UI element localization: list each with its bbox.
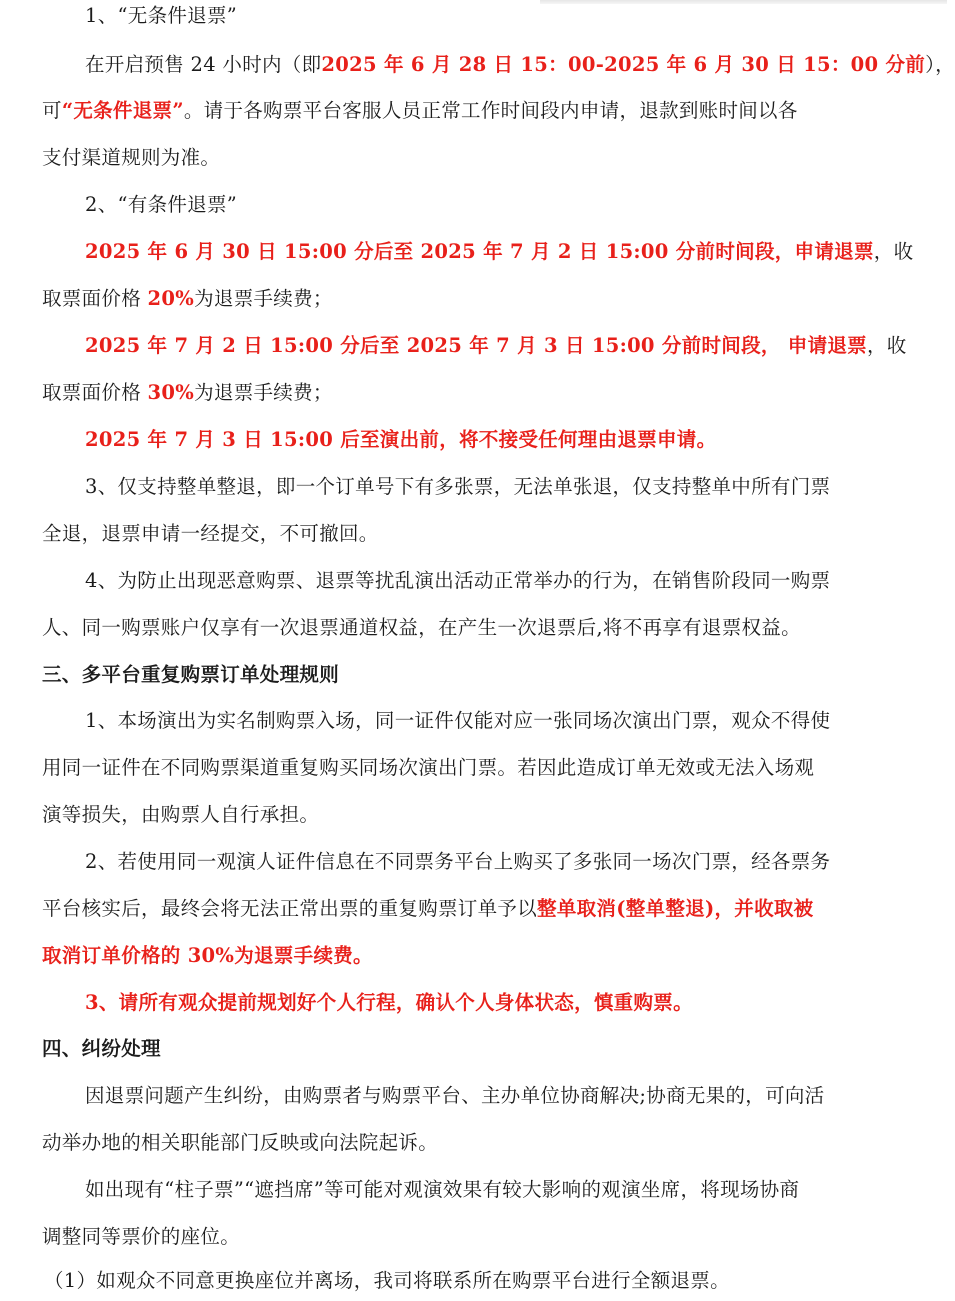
item3-line2: 全退，退票申请一经提交，不可撤回。 (42, 522, 379, 545)
item2-title: 2、“有条件退票” (85, 193, 238, 216)
item2-p2-fee: 30% (147, 381, 195, 404)
section4-p1-line2: 动举办地的相关职能部门反映或向法院起诉。 (42, 1131, 439, 1154)
item3-line1: 3、仅支持整单整退，即一个订单号下有多张票，无法单张退，仅支持整单中所有门票 (85, 475, 831, 498)
section3-heading: 三、多平台重复购票订单处理规则 (42, 663, 340, 686)
item2-p1-period: 2025 年 6 月 30 日 15:00 分后至 2025 年 7 月 2 日 15:00 分前时间段，申请退票 (85, 240, 874, 263)
item4-line1: 4、为防止出现恶意购票、退票等扰乱演出活动正常举办的行为，在销售阶段同一购票 (85, 569, 831, 592)
item1-line2 (0, 97, 947, 125)
section3-p1-line2: 用同一证件在不同购票渠道重复购买同场次演出门票。若因此造成订单无效或无法入场观 (42, 756, 815, 779)
item2-p2-period: 2025 年 7 月 2 日 15:00 分后至 2025 年 7 月 3 日 15:00 分前时间段， 申请退票 (85, 334, 867, 357)
section3-p2-line2-text: 平台核实后，最终会将无法正常出票的重复购票订单予以 (42, 897, 538, 920)
section3-p1-line3: 演等损失，由购票人自行承担。 (42, 803, 320, 826)
item2-p1-tail: ，收 (873, 240, 914, 263)
section3-p1-line1: 1、本场演出为实名制购票入场，同一证件仅能对应一张同场次演出门票，观众不得使 (85, 709, 831, 732)
item1-title: 1、“无条件退票” (85, 4, 238, 27)
item4-line2: 人、同一购票账户仅享有一次退票通道权益，在产生一次退票后,将不再享有退票权益。 (42, 616, 801, 639)
section4-heading: 四、纠纷处理 (42, 1037, 161, 1060)
item1-line1 (0, 51, 955, 79)
item2-p3: 2025 年 7 月 3 日 15:00 后至演出前，将不接受任何理由退票申请。 (85, 428, 717, 451)
section3-p3: 3、请所有观众提前规划好个人行程，确认个人身体状态，慎重购票。 (85, 991, 693, 1014)
item1-prefix: 在开启预售 24 小时内（即 (85, 53, 322, 76)
item1-can: 可 (42, 99, 62, 122)
item2-p2-line1 (0, 332, 947, 360)
item2-p1-line1 (0, 238, 947, 266)
section4-p1-line1: 因退票问题产生纠纷，由购票者与购票平台、主办单位协商解决;协商无果的，可向活 (85, 1084, 825, 1107)
item2-p1-line2 (0, 285, 947, 313)
section3-p2-line1: 2、若使用同一观演人证件信息在不同票务平台上购买了多张同一场次门票，经各票务 (85, 850, 831, 873)
section3-p2-line3: 取消订单价格的 30%为退票手续费。 (42, 944, 373, 967)
item2-p2-fee-desc: 为退票手续费； (194, 381, 333, 404)
item1-rest: 。请于各购票平台客服人员正常工作时间段内申请，退款到账时间以各 (183, 99, 798, 122)
item1-suffix: ）， (925, 53, 955, 76)
item2-p1-fee: 20% (147, 287, 195, 310)
section4-p2-line2: 调整同等票价的座位。 (42, 1225, 241, 1248)
section4-p3-line1: （1）如观众不同意更换座位并离场，我司将联系所在购票平台进行全额退票。 (44, 1269, 730, 1292)
item2-p2-line2 (0, 379, 947, 407)
item1-period: 2025 年 6 月 28 日 15：00-2025 年 6 月 30 日 15：00 分前 (321, 53, 926, 76)
item2-p2-fee-label: 取票面价格 (42, 381, 142, 404)
section4-p2-line1: 如出现有“柱子票”“遮挡席”等可能对观演效果有较大影响的观演坐席，将现场协商 (85, 1178, 800, 1201)
item1-unconditional: “无条件退票” (61, 99, 184, 122)
item2-p1-fee-desc: 为退票手续费； (194, 287, 333, 310)
section3-p2-line2 (0, 895, 947, 923)
item2-p1-fee-label: 取票面价格 (42, 287, 142, 310)
section3-p2-cancel: 整单取消(整单整退)，并收取被 (537, 897, 814, 920)
item1-line3: 支付渠道规则为准。 (42, 146, 221, 169)
item2-p2-tail: ，收 (866, 334, 907, 357)
